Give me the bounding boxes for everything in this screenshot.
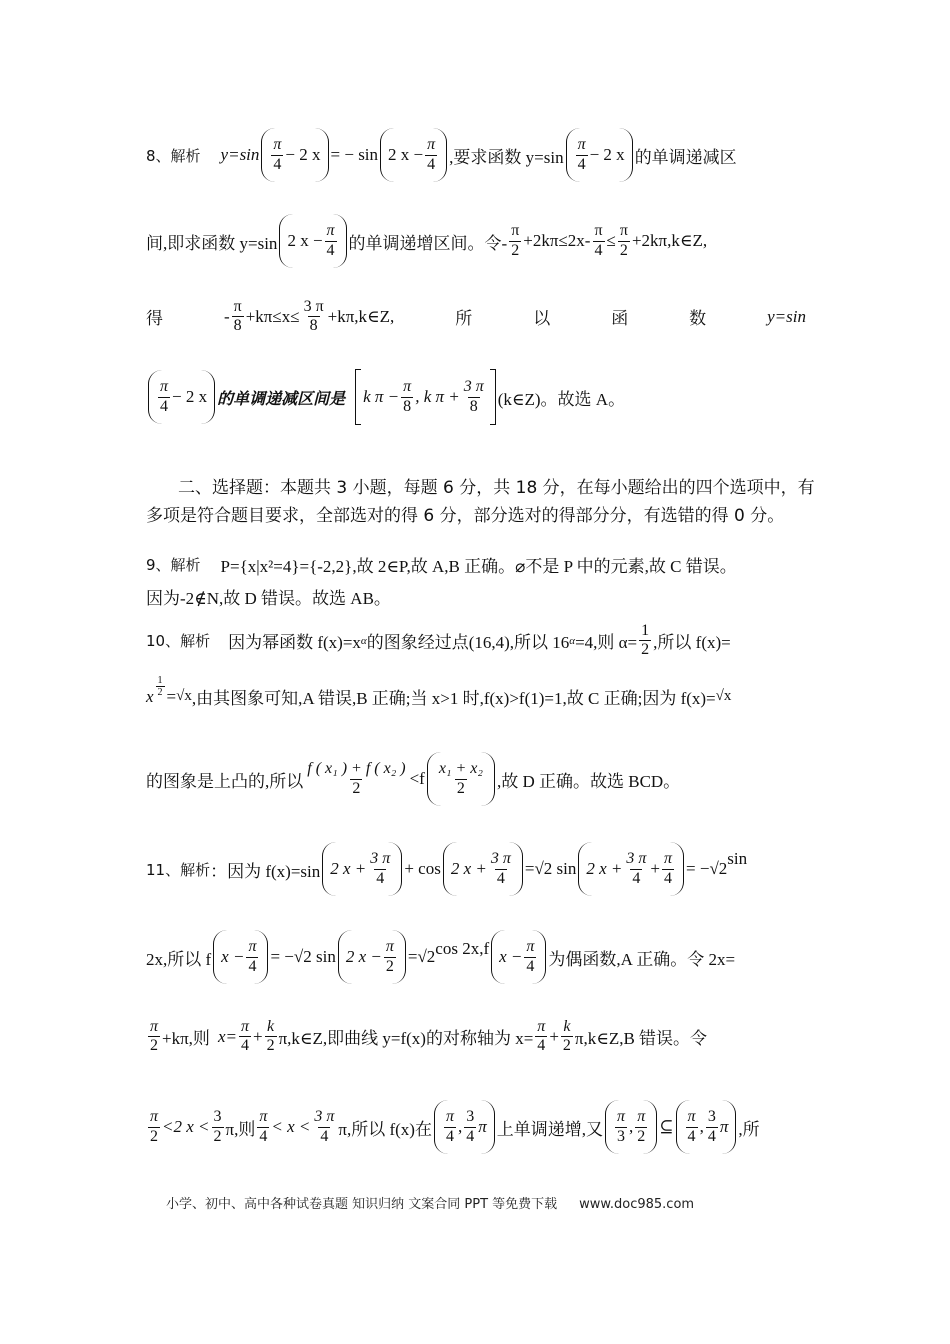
q8-label: 8、解析 [146,146,201,165]
q11-line-2: 2x,所以 f x − $\frac{\pi}{4}$ = −√2 sin 2 x − $\frac{\pi}{2}$ =√2 cos 2x,f x − $\frac{\pi}{4}$ 为偶函数,A 正确。令 2x= [146,930,735,984]
q9-label: 9、解析 [146,556,201,574]
q8-line-4: $\frac{\pi}{4}$ − 2 x 的单调递减区间是 k π − $\frac{\pi}{8}$ , k π + $\frac{3 \pi}{8}$ (k∈Z)。故选 A。 [146,370,625,424]
q10-line-2: x $\frac{1}{2}$ = √x ,由其图象可知,A 错误,B 正确;当 x>1 时,f(x)>f(1)=1,故 C 正确;因为 f(x)= √x [146,674,732,708]
q10-label: 10、解析 [146,632,211,651]
footer-url[interactable]: www.doc985.com [579,1197,695,1212]
q8-line-2: 间,即求函数 y=sin 2 x − $\frac{\pi}{4}$ 的单调递增区间。令- $\frac{\pi}{2}$ +2kπ≤2x- $\frac{\pi}{4}$ ≤ $\frac{\pi}{2}$ +2kπ,k∈Z, [146,214,707,268]
q10-line-1: 10、解析 因为幂函数 f(x)=x α 的图象经过点(16,4),所以 16 α =4,则 α= $\frac{1}{2}$ ,所以 f(x)= [146,622,731,659]
footer-text: 小学、初中、高中各种试卷真题 知识归纳 文案合同 PPT 等免费下载 [166,1197,558,1212]
q9-line-2: 因为-2∉N,故 D 错误。故选 AB。 [146,589,391,608]
q11-line-4: $\frac{\pi}{2}$ <2 x < $\frac{3}{2}$ π,则 $\frac{\pi}{4}$ < x < $\frac{3 \pi}{4}$ π,所以 f(x)在 $\frac{\pi}{4}$ , $\frac{3}{4}$ π 上单调递增,又 $\frac{\pi}{3}$ , $\frac{\pi}{2}$ ⊆ $\frac{\pi}{4}$ , $\frac{3}{4}$ π ,所 [146,1100,760,1154]
q11-line-1: 11、解析 ：因为 f(x)=sin 2 x + $\frac{3 \pi}{4}$ + cos 2 x + $\frac{3 \pi}{4}$ =√2 sin 2 x + $\frac{3 \pi}{4}$ + $\frac{\pi}{4}$ = −√2 sin [146,842,747,896]
q11-line-3: $\frac{\pi}{2}$ +kπ,则 x= $\frac{\pi}{4}$ + $\frac{k}{2}$ π,k∈Z,即曲线 y=f(x)的对称轴为 x= $\frac{\pi}{4}$ + $\frac{k}{2}$ π,k∈Z,B 错误。令 [150,1018,708,1055]
q8-line-1: 8、解析 y=sin $\frac{\pi}{4}$ − 2 x = − sin 2 x − $\frac{\pi}{4}$ ,要求函数 y=sin $\frac{\pi}{4}$ − 2 x 的单调递减区 [146,128,737,182]
q10-line-3: 的图象是上凸的,所以 $\frac{\text{f ( x₁ ) + f ( x₂ )}}{2}$ <f $\frac{\text{x₁ + x₂}}{2}$ ,故 D 正确。故选 BCD。 [146,752,680,806]
q8-line-3: 得 - $\frac{\pi}{8}$ +kπ≤x≤ $\frac{3 \pi}{8}$ +kπ,k∈Z, 所 以 函 数 y=sin [146,298,806,335]
q11-label: 11、解析 [146,860,211,879]
section-heading: 二、选择题：本题共 3 小题，每题 6 分，共 18 分，在每小题给出的四个选项中，有多项是符合题目要求，全部选对的得 6 分，部分选对的得部分分，有选错的得 0 分。 [146,478,815,526]
paren-group: $\frac{\pi}{4}$ − 2 x [261,128,328,182]
page-footer [166,1193,694,1212]
q9-line-1: 9、解析 P={x|x²=4}={-2,2},故 2∈P,故 A,B 正确。⌀不是 P 中的元素,故 C 错误。 [146,556,737,576]
